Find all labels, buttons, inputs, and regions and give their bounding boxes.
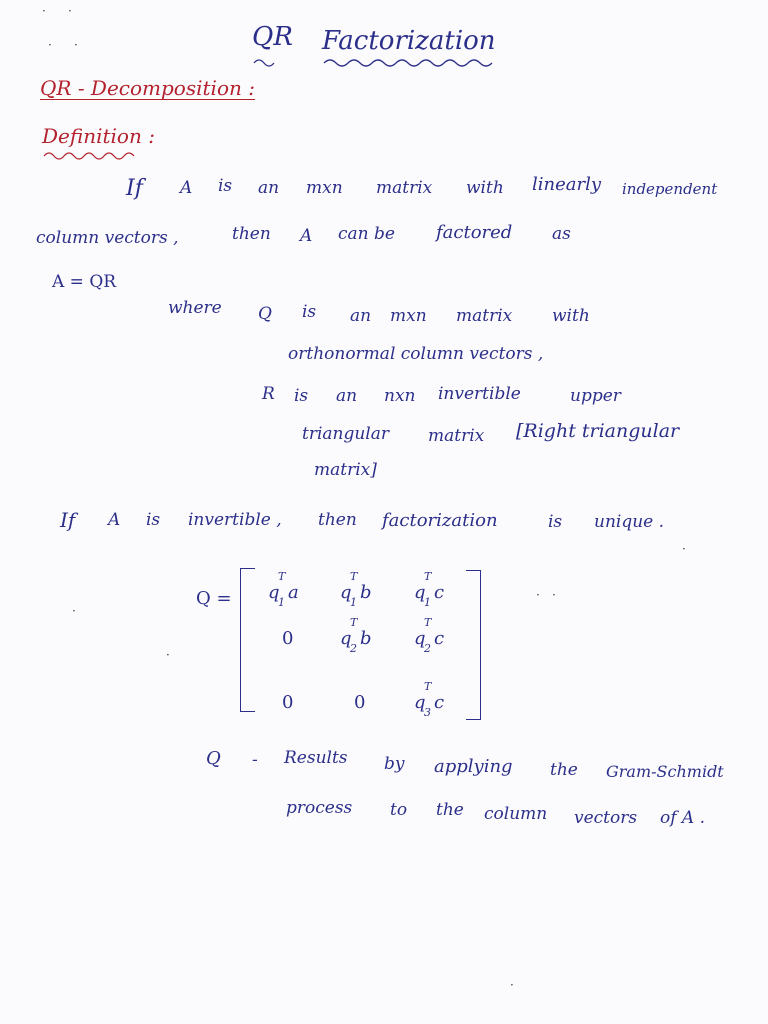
- matrix-entry-vector: c: [434, 628, 445, 649]
- matrix-entry-q: q: [268, 582, 280, 603]
- speck: ·: [68, 4, 72, 18]
- matrix-entry-q: q: [414, 628, 426, 649]
- matrix-entry-subscript: 1: [424, 596, 431, 609]
- word-factorization: factorization: [382, 510, 498, 531]
- matrix-entry-subscript: 3: [424, 706, 431, 719]
- word-as: as: [552, 224, 571, 244]
- speck: ·: [42, 4, 46, 18]
- word-an: an: [258, 178, 280, 198]
- word-then-2: then: [318, 510, 357, 530]
- matrix-entry-transpose: T: [350, 570, 358, 583]
- speck: ·: [536, 588, 540, 602]
- word-a-2: A: [300, 226, 313, 246]
- word-is-2: is: [302, 302, 317, 322]
- word-r: R: [262, 384, 275, 404]
- matrix-entry-q: q: [340, 628, 352, 649]
- speck: ·: [74, 38, 78, 52]
- word-a-3: A: [108, 510, 121, 530]
- word-invertible: invertible: [438, 384, 521, 404]
- note-vectors: vectors: [574, 808, 638, 828]
- word-invertible-2: invertible ,: [188, 510, 282, 530]
- speck: ·: [166, 648, 170, 662]
- note-dash: -: [252, 750, 258, 770]
- speck: ·: [72, 604, 76, 618]
- speck: ·: [682, 542, 686, 556]
- matrix-entry-q: q: [340, 582, 352, 603]
- speck: ·: [510, 978, 514, 992]
- matrix-entry-transpose: T: [424, 570, 432, 583]
- word-is: is: [218, 176, 233, 196]
- matrix-lhs: Q =: [196, 588, 232, 609]
- word-then: then: [232, 224, 271, 244]
- matrix-zero: 0: [282, 692, 294, 713]
- matrix-entry-transpose: T: [350, 616, 358, 629]
- word-is-5: is: [548, 512, 563, 532]
- word-matrix: matrix: [376, 178, 433, 198]
- definition-label: Definition :: [42, 124, 155, 148]
- matrix-entry-subscript: 2: [350, 642, 357, 655]
- words-right-triangular: [Right triangular: [516, 420, 680, 442]
- matrix-left-bracket: [240, 568, 255, 712]
- word-matrix-close: matrix]: [314, 460, 377, 480]
- note-to: to: [390, 800, 408, 820]
- word-an-2: an: [350, 306, 372, 326]
- word-unique: unique .: [594, 512, 665, 532]
- word-if-2: If: [60, 508, 76, 532]
- note-the-2: the: [436, 800, 464, 820]
- word-with: with: [466, 178, 504, 198]
- matrix-entry-vector: b: [360, 582, 372, 603]
- matrix-entry-transpose: T: [424, 616, 432, 629]
- word-factored: factored: [436, 222, 513, 243]
- matrix-entry-q: q: [414, 692, 426, 713]
- word-nxn: nxn: [384, 386, 416, 406]
- word-with-2: with: [552, 306, 590, 326]
- word-is-3: is: [294, 386, 309, 406]
- section-heading: QR - Decomposition :: [40, 76, 255, 100]
- speck: ·: [48, 38, 52, 52]
- word-a: A: [180, 178, 193, 198]
- matrix-entry-transpose: T: [278, 570, 286, 583]
- note-gram-schmidt: Gram-Schmidt: [606, 762, 724, 781]
- matrix-entry-vector: c: [434, 692, 445, 713]
- note-process: process: [286, 798, 353, 818]
- word-linearly: linearly: [532, 174, 602, 195]
- matrix-zero: 0: [282, 628, 294, 649]
- matrix-entry-vector: b: [360, 628, 372, 649]
- note-column: column: [484, 804, 548, 824]
- matrix-entry-vector: c: [434, 582, 445, 603]
- matrix-entry-transpose: T: [424, 680, 432, 693]
- note-results: Results: [284, 748, 348, 768]
- word-an-3: an: [336, 386, 358, 406]
- note-of-a: of A .: [660, 808, 706, 828]
- equation-a-qr: A = QR: [52, 272, 117, 292]
- word-matrix-2: matrix: [456, 306, 513, 326]
- definition-underline-squiggle: [42, 150, 142, 162]
- word-matrix-3: matrix: [428, 426, 485, 446]
- matrix-zero: 0: [354, 692, 366, 713]
- matrix-entry-vector: a: [288, 582, 299, 603]
- word-if: If: [126, 176, 143, 201]
- matrix-entry-subscript: 1: [278, 596, 285, 609]
- title-qr: QR: [252, 22, 293, 52]
- words-column-vectors: column vectors ,: [36, 228, 179, 248]
- word-upper: upper: [570, 386, 621, 406]
- matrix-entry-subscript: 1: [350, 596, 357, 609]
- speck: ·: [552, 588, 556, 602]
- matrix-right-bracket: [466, 570, 481, 720]
- word-is-4: is: [146, 510, 161, 530]
- word-where: where: [168, 298, 222, 318]
- word-mxn-2: mxn: [390, 306, 427, 326]
- title-factorization: Factorization: [322, 26, 496, 56]
- word-mxn: mxn: [306, 178, 343, 198]
- note-the: the: [550, 760, 578, 780]
- words-orthonormal-column-vectors: orthonormal column vectors ,: [288, 344, 544, 364]
- matrix-entry-subscript: 2: [424, 642, 431, 655]
- word-q: Q: [258, 304, 272, 324]
- matrix-entry-q: q: [414, 582, 426, 603]
- words-can-be: can be: [338, 224, 395, 244]
- note-applying: applying: [434, 756, 513, 777]
- title-underline-squiggle: [250, 56, 500, 70]
- note-by: by: [384, 754, 405, 774]
- word-independent: independent: [622, 180, 718, 198]
- word-triangular: triangular: [302, 424, 390, 444]
- note-q: Q: [206, 748, 221, 769]
